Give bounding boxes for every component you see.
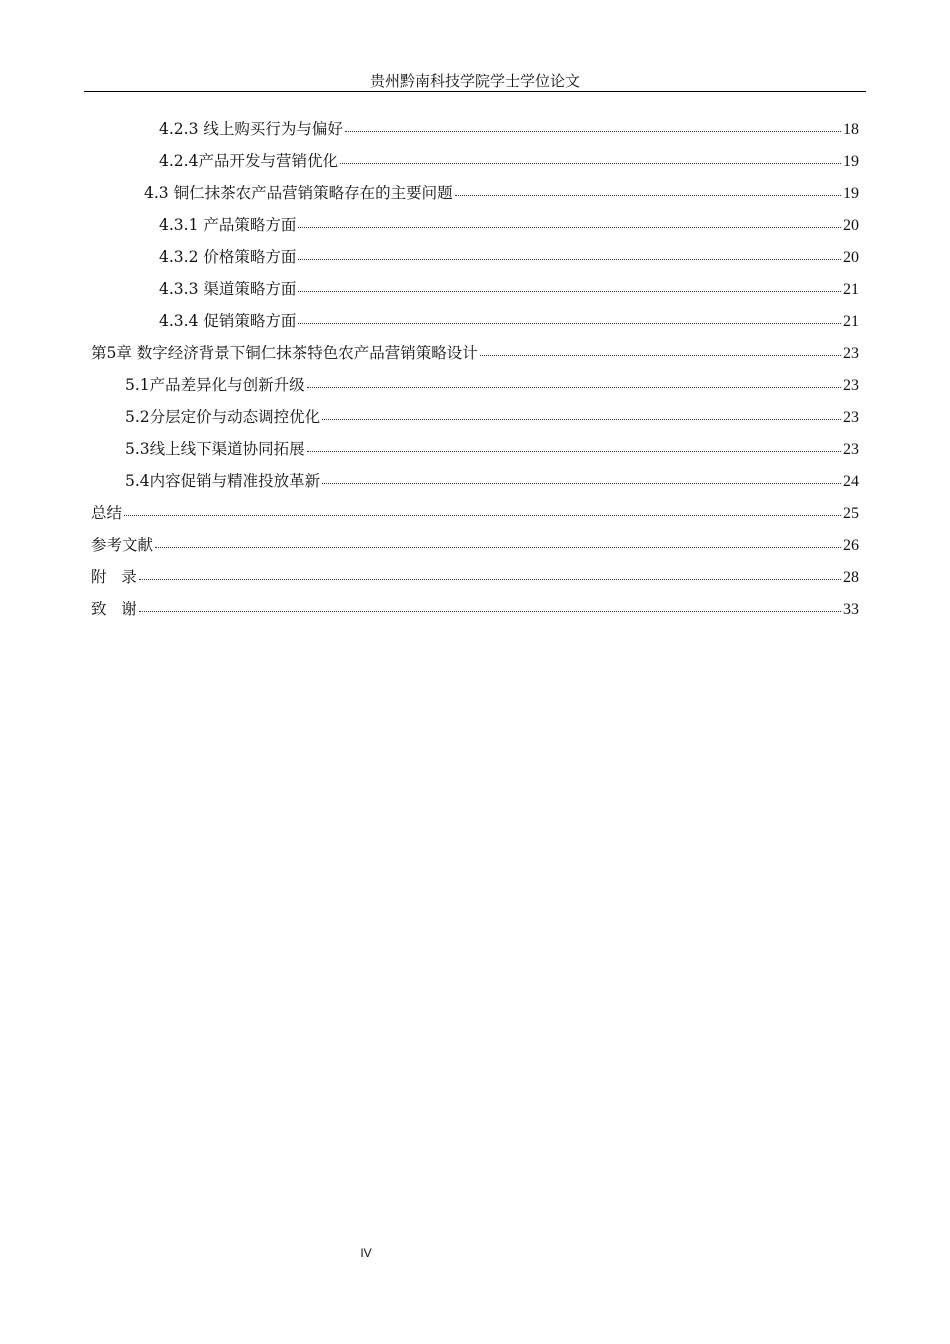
toc-entry-page: 18 — [843, 121, 859, 138]
toc-entry-title: 4.3.3 渠道策略方面 — [159, 280, 297, 298]
toc-entry-4-3-4[interactable] — [159, 309, 859, 333]
toc-entry-chapter-5[interactable] — [91, 341, 859, 365]
toc-entry-title: 致 谢 — [91, 600, 137, 618]
toc-entry-page: 24 — [843, 473, 859, 490]
toc-entry-title: 5.3线上线下渠道协同拓展 — [125, 440, 305, 458]
toc-dot-leader — [455, 180, 841, 196]
toc-entry-4-2-3[interactable] — [159, 117, 859, 141]
toc-entry-page: 23 — [843, 377, 859, 394]
page-header-title: 贵州黔南科技学院学士学位论文 — [369, 72, 580, 90]
toc-dot-leader — [298, 212, 841, 228]
toc-dot-leader — [345, 116, 841, 132]
toc-entry-title: 4.3.2 价格策略方面 — [159, 248, 297, 266]
toc-entry-title: 第5章 数字经济背景下铜仁抹茶特色农产品营销策略设计 — [91, 344, 478, 362]
toc-entry-page: 21 — [843, 313, 859, 330]
toc-entry-appendix[interactable] — [91, 565, 859, 589]
toc-dot-leader — [155, 532, 841, 548]
toc-dot-leader — [480, 340, 841, 356]
toc-entry-acknowledgements[interactable] — [91, 597, 859, 621]
toc-dot-leader — [307, 372, 841, 388]
toc-dot-leader — [307, 436, 841, 452]
toc-entry-title: 4.3.4 促销策略方面 — [159, 312, 297, 330]
toc-entry-title: 附 录 — [91, 568, 137, 586]
toc-entry-page: 19 — [843, 153, 859, 170]
toc-entry-5-3[interactable] — [125, 437, 859, 461]
toc-entry-4-3[interactable] — [144, 181, 859, 205]
toc-entry-4-2-4[interactable] — [159, 149, 859, 173]
toc-dot-leader — [298, 276, 841, 292]
header-rule — [84, 91, 866, 92]
toc-entry-title: 5.4内容促销与精准投放革新 — [125, 472, 321, 490]
toc-entry-title: 参考文献 — [91, 536, 154, 554]
toc-dot-leader — [124, 500, 841, 516]
toc-dot-leader — [139, 596, 841, 612]
toc-entry-4-3-3[interactable] — [159, 277, 859, 301]
toc-entry-4-3-2[interactable] — [159, 245, 859, 269]
toc-entry-title: 5.1产品差异化与创新升级 — [125, 376, 305, 394]
toc-dot-leader — [298, 244, 841, 260]
toc-entry-title: 4.2.3 线上购买行为与偏好 — [159, 120, 343, 138]
toc-entry-title: 总结 — [91, 504, 123, 522]
toc-dot-leader — [322, 404, 841, 420]
toc-entry-page: 25 — [843, 505, 859, 522]
toc-entry-title: 4.2.4产品开发与营销优化 — [159, 152, 338, 170]
toc-entry-title: 5.2分层定价与动态调控优化 — [125, 408, 321, 426]
toc-entry-4-3-1[interactable] — [159, 213, 859, 237]
toc-entry-page: 33 — [843, 601, 859, 618]
toc-entry-page: 21 — [843, 281, 859, 298]
toc-entry-summary[interactable] — [91, 501, 859, 525]
page-number: IV — [360, 1246, 372, 1260]
toc-entry-title: 4.3.1 产品策略方面 — [159, 216, 297, 234]
toc-entry-page: 28 — [843, 569, 859, 586]
toc-entry-5-2[interactable] — [125, 405, 859, 429]
toc-dot-leader — [322, 468, 841, 484]
toc-entry-page: 20 — [843, 249, 859, 266]
toc-entry-page: 19 — [843, 185, 859, 202]
toc-entry-references[interactable] — [91, 533, 859, 557]
toc-entry-page: 26 — [843, 537, 859, 554]
toc-entry-title: 4.3 铜仁抹茶农产品营销策略存在的主要问题 — [144, 184, 453, 202]
toc-entry-page: 20 — [843, 217, 859, 234]
toc-entry-page: 23 — [843, 441, 859, 458]
toc-dot-leader — [298, 308, 841, 324]
toc-entry-5-4[interactable] — [125, 469, 859, 493]
toc-dot-leader — [139, 564, 841, 580]
toc-entry-page: 23 — [843, 409, 859, 426]
toc-entry-5-1[interactable] — [125, 373, 859, 397]
toc-entry-page: 23 — [843, 345, 859, 362]
toc-dot-leader — [340, 148, 841, 164]
